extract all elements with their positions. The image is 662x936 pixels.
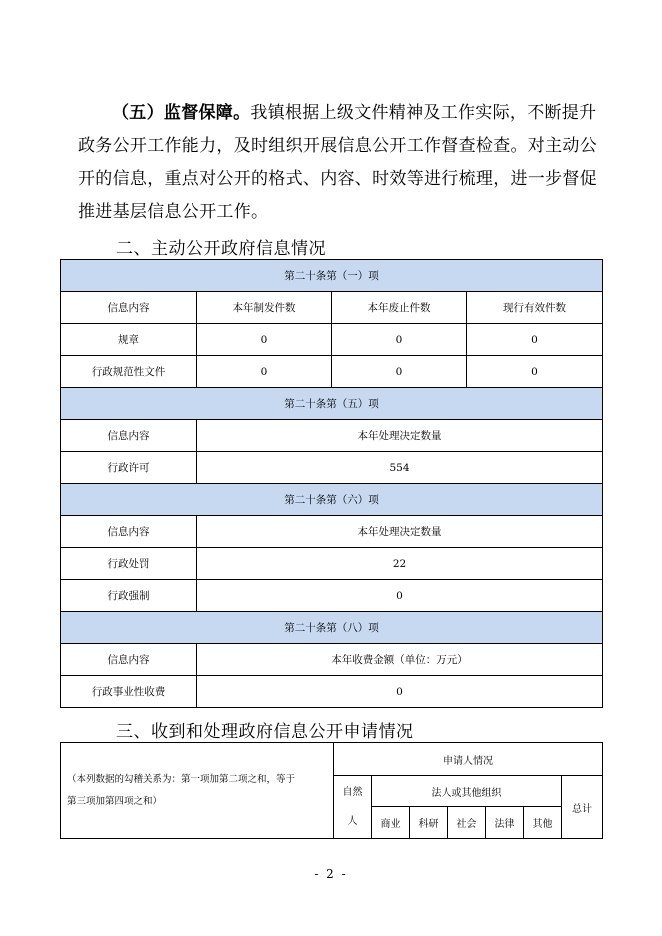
table-row [61, 324, 603, 356]
table-cell: 0 [467, 356, 603, 388]
column-header: 信息内容 [61, 420, 197, 452]
column-header: 本年制发件数 [197, 292, 332, 324]
natural-person-label-2: 人 [347, 816, 358, 827]
table-cell: 0 [332, 324, 467, 356]
application-table [60, 742, 603, 839]
active-disclosure-table [60, 259, 603, 708]
section-header-item1: 第二十条第（一）项 [61, 260, 603, 292]
table-cell: 0 [197, 580, 603, 612]
paragraph-supervision [78, 97, 598, 229]
applicant-header: 申请人情况 [334, 743, 603, 776]
column-header: 本年废止件数 [332, 292, 467, 324]
table-cell: 0 [467, 324, 603, 356]
table-row [61, 676, 603, 708]
column-header: 信息内容 [61, 516, 197, 548]
column-header: 本年处理决定数量 [197, 420, 603, 452]
sub-header: 社会 [448, 807, 486, 839]
row-label: 规章 [61, 324, 197, 356]
table-row [61, 580, 603, 612]
row-label: 行政规范性文件 [61, 356, 197, 388]
row-label: 行政处罚 [61, 548, 197, 580]
row-label: 行政许可 [61, 452, 197, 484]
table-cell: 0 [197, 324, 332, 356]
table-cell: 0 [197, 356, 332, 388]
sub-header: 商业 [372, 807, 410, 839]
section-header-item8: 第二十条第（八）项 [61, 612, 603, 644]
table-cell: 0 [332, 356, 467, 388]
note-line-2: 第三项加第四项之和） [67, 795, 163, 807]
section-header-item5: 第二十条第（五）项 [61, 388, 603, 420]
row-label: 行政强制 [61, 580, 197, 612]
table-row [61, 356, 603, 388]
section-2-heading: 二、主动公开政府信息情况 [116, 239, 326, 259]
natural-person-label-1: 自然 [342, 787, 363, 798]
row-label: 行政事业性收费 [61, 676, 197, 708]
table-cell: 554 [197, 452, 603, 484]
note-cell [61, 743, 334, 839]
table-cell: 22 [197, 548, 603, 580]
total-header: 总计 [562, 776, 603, 839]
section-header-item6: 第二十条第（六）项 [61, 484, 603, 516]
sub-header: 法律 [486, 807, 524, 839]
column-header: 现行有效件数 [467, 292, 603, 324]
sub-header: 其他 [524, 807, 562, 839]
column-header: 信息内容 [61, 644, 197, 676]
paragraph-lead: （五）监督保障。 [112, 103, 251, 123]
paragraph-text: 我镇根据上级文件精神及工作实际，不断提升政务公开工作能力，及时组织开展信息公开工作督查检查。对主动公开的信息，重点对公开的格式、内容、时效等进行梳理，进一步督促推进基层信息公开工作。 [78, 103, 597, 222]
column-header: 信息内容 [61, 292, 197, 324]
table-row [61, 452, 603, 484]
sub-header: 科研 [410, 807, 448, 839]
legal-entity-header: 法人或其他组织 [372, 776, 562, 807]
column-header: 本年收费金额（单位：万元） [197, 644, 603, 676]
column-header: 本年处理决定数量 [197, 516, 603, 548]
section-3-heading: 三、收到和处理政府信息公开申请情况 [116, 722, 414, 742]
note-line-1: （本列数据的勾稽关系为：第一项加第二项之和，等于 [67, 773, 296, 785]
table-row [61, 548, 603, 580]
table-cell: 0 [197, 676, 603, 708]
page-number: - 2 - [314, 867, 348, 881]
natural-person-header [334, 776, 372, 839]
